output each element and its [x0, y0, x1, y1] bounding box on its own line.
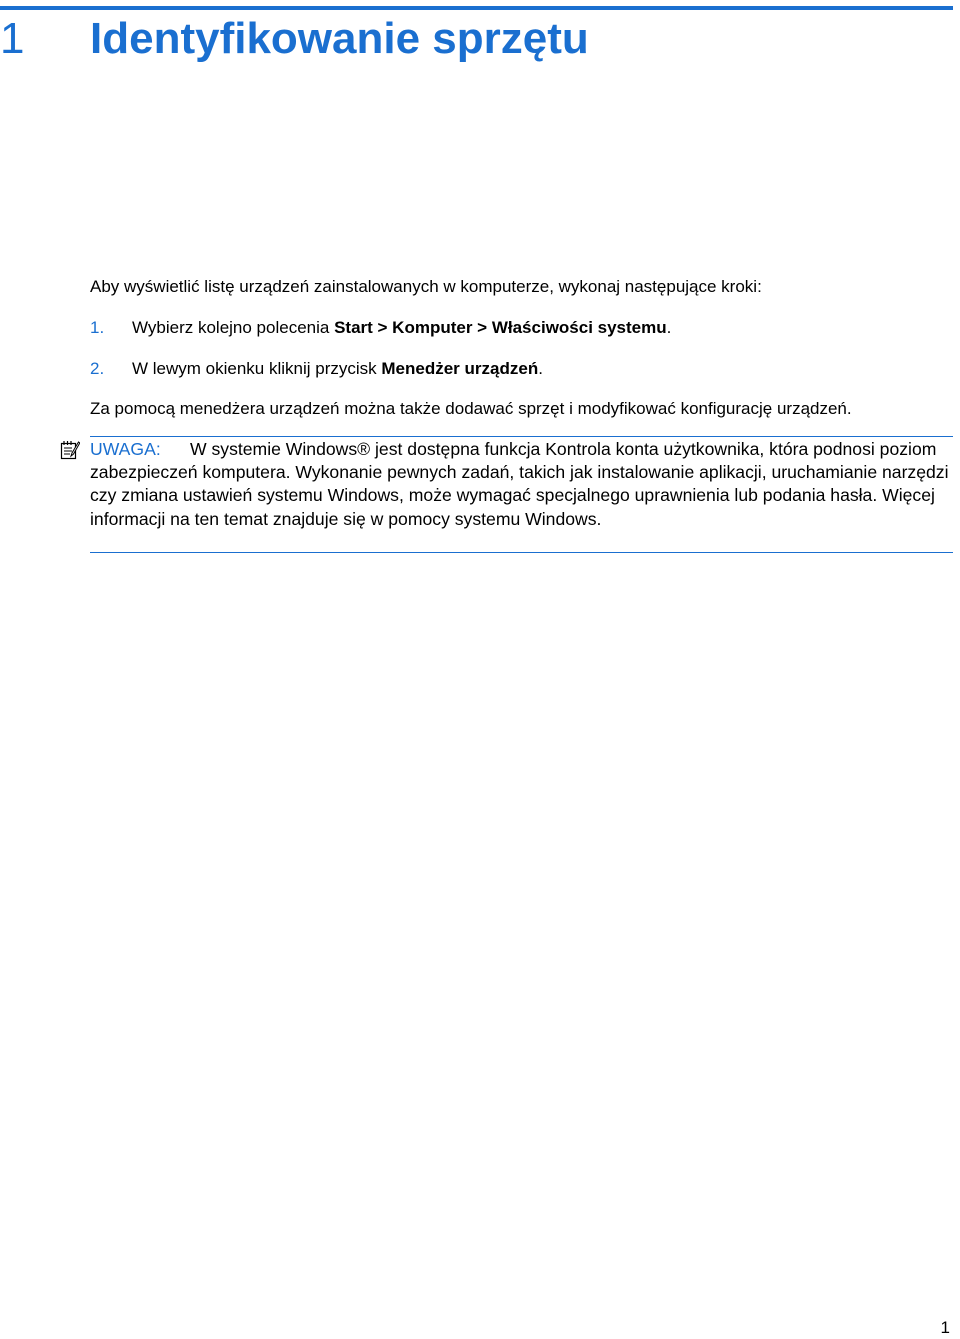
note-top-rule — [90, 436, 953, 437]
step-text-pre: W lewym okienku kliknij przycisk — [132, 359, 382, 378]
step-text-pre: Wybierz kolejno polecenia — [132, 318, 335, 337]
page-number: 1 — [940, 1318, 950, 1337]
step-number: 2. — [90, 359, 105, 378]
step-text-bold: Menedżer urządzeń — [381, 359, 539, 378]
step-text-post: . — [538, 359, 543, 378]
step-text — [132, 359, 543, 379]
note-block — [90, 438, 950, 531]
chapter-title — [0, 14, 589, 63]
step-text-bold: Start > Komputer > Właściwości systemu — [334, 318, 667, 337]
followup-paragraph: Za pomocą menedżera urządzeń można także dodawać sprzęt i modyfikować konfigurację urządzeń. — [90, 399, 852, 418]
intro-paragraph: Aby wyświetlić listę urządzeń zainstalowanych w komputerze, wykonaj następujące kroki: — [90, 277, 762, 296]
header-rule — [0, 6, 953, 10]
step-text-post: . — [666, 318, 672, 337]
note-pad-icon — [60, 440, 80, 460]
chapter-title-text: Identyfikowanie sprzętu — [90, 14, 589, 63]
note-label: UWAGA: — [90, 439, 161, 459]
step-number: 1. — [90, 318, 105, 337]
step-text — [132, 318, 671, 338]
chapter-number: 1 — [0, 14, 25, 63]
note-bottom-rule — [90, 552, 953, 553]
note-text: W systemie Windows® jest dostępna funkcja Kontrola konta użytkownika, która podnosi poziom zabezpieczeń komputera. Wykonanie pewnych zadań, takich jak instalowanie aplikacji, uruchamianie narzędzi czy zmiana ustawień systemu Windows, może wymagać specjalnego uprawnienia lub podania hasła. Więcej informacji na ten temat znajduje się w pomocy systemu Windows. — [90, 439, 949, 529]
